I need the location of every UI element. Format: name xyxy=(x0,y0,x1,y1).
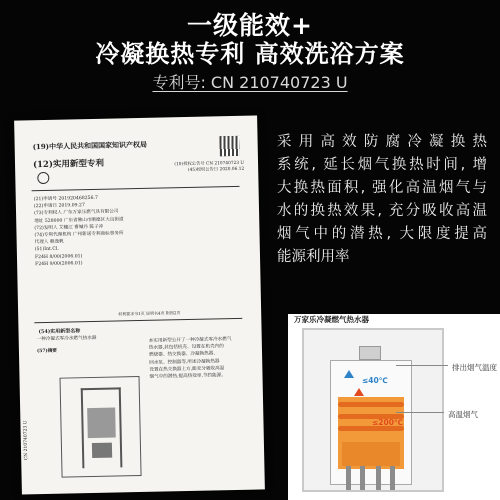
divider xyxy=(34,318,242,323)
hot-gas-label: 高温烟气 xyxy=(448,410,478,419)
flue-gas-temperature: ≤200℃ xyxy=(372,418,404,427)
exhaust-temperature-label: 排出烟气温度 xyxy=(452,363,497,372)
headline-patent-solution: 冷凝换热专利 高效洗浴方案 xyxy=(95,40,405,68)
arrow-up-icon xyxy=(344,370,354,378)
patent-publication-meta: (10)授权公告号 CN 210740723 U (45)授权公告日 2020.06.12 xyxy=(174,160,245,173)
water-pipes xyxy=(342,466,402,490)
side-patent-code: CN 210740723 U xyxy=(23,420,30,461)
invention-name-label: (54)实用新型名称 xyxy=(38,328,81,336)
main-heat-exchanger xyxy=(342,442,400,466)
condensing-heater-diagram xyxy=(288,314,500,500)
arrow-up-icon xyxy=(354,388,364,396)
patent-certificate-document xyxy=(14,115,265,494)
headline-efficiency: 一级能效+ xyxy=(187,11,313,40)
qr-code-icon xyxy=(219,136,239,156)
pointer-line xyxy=(396,412,444,413)
patent-page-summary: 权利要求书1页 说明书4页 附图2页 xyxy=(118,310,181,317)
exhaust-flue xyxy=(359,346,381,360)
heat-coil xyxy=(338,402,404,407)
patent-kind: (12)实用新型专利 xyxy=(32,158,105,171)
pointer-line xyxy=(396,365,448,366)
patent-office-title: (19)中华人民共和国国家知识产权局 xyxy=(32,139,148,152)
abstract-text: 本实用新型公开了一种冷凝式零冷水燃气 热水器,其包括机壳、设置在机壳内的 燃烧器、热交换器、冷凝换热器、 回水泵、控制器等,所述冷凝换热器 设置在热交换器上方,能充分吸收高温 烟气中的潜热,提高热效率,节约能源。 xyxy=(148,337,232,380)
exhaust-temperature: ≤40℃ xyxy=(362,376,388,385)
heater-casing xyxy=(302,328,444,492)
patent-office-logo-icon xyxy=(37,172,49,184)
invention-name: 一种冷凝式零冷水燃气热水器 xyxy=(36,335,97,343)
patent-fields: (21)申请号 201920468256.7 (22)申请日 2019.09.27 (73)专利权人 广东万家乐燃气具有限公司 地址 528000 广东省佛山市顺德区大良街道 (72)发明人 艾穗江 曹喊丹 陈子冲 (74)专利代理机构 广州新诺专利商标事务所 代理人 赖逸帆 (51)Int.Cl. F24H 8/00(2006.01) F24H 9/00(2006.01) xyxy=(33,195,124,268)
feature-description: 采用高效防腐冷凝换热 系统, 延长烟气换热时间, 增 大换热面积, 强化高温烟气与 水的换热效果, 充分吸收高温 烟气中的潜热, 大限度提高 能源利用率 xyxy=(277,134,487,265)
patent-drawing-figure xyxy=(60,376,142,478)
abstract-label: (57)摘要 xyxy=(36,348,57,355)
diagram-title: 万家乐冷凝燃气热水器 xyxy=(294,315,369,324)
patent-number: 专利号: CN 210740723 U xyxy=(152,73,348,92)
divider xyxy=(32,186,240,191)
